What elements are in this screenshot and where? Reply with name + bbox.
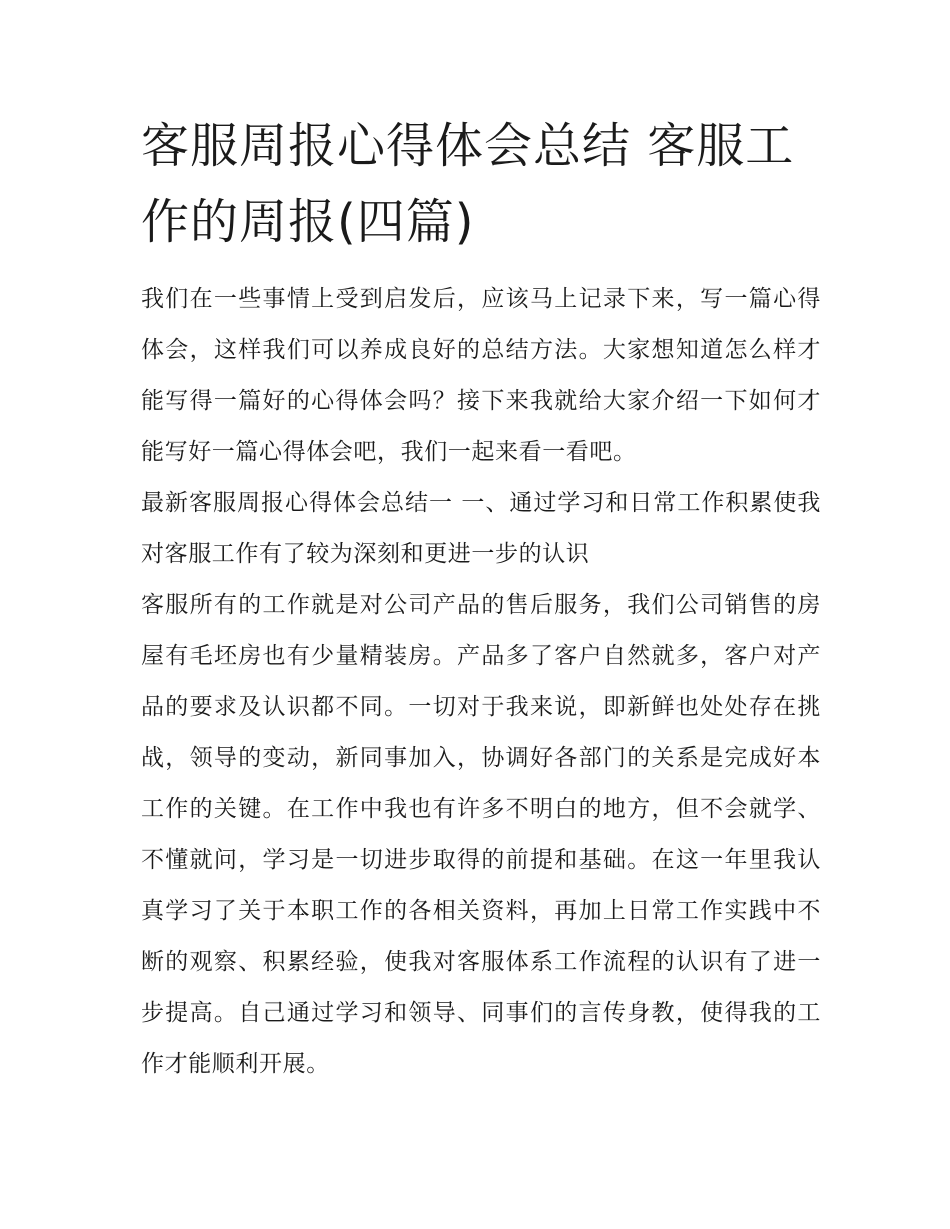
- document-title: 客服周报心得体会总结 客服工作的周报(四篇): [141, 118, 795, 250]
- intro-paragraph: 我们在一些事情上受到启发后，应该马上记录下来，写一篇心得体会，这样我们可以养成良好的总结方法。大家想知道怎么样才能写得一篇好的心得体会吗？接下来我就给大家介绍一下如何才能写好一篇心得体会吧，我们一起来看一看吧。: [141, 286, 821, 465]
- document-body: [141, 108, 821, 1090]
- body-paragraph: 客服所有的工作就是对公司产品的售后服务，我们公司销售的房屋有毛坯房也有少量精装房。产品多了客户自然就多，客户对产品的要求及认识都不同。一切对于我来说，即新鲜也处处存在挑战，领导的变动，新同事加入，协调好各部门的关系是完成好本工作的关键。在工作中我也有许多不明白的地方，但不会就学、不懂就问，学习是一切进步取得的前提和基础。在这一年里我认真学习了关于本职工作的各相关资料，再加上日常工作实践中不断的观察、积累经验，使我对客服体系工作流程的认识有了进一步提高。自己通过学习和领导、同事们的言传身教，使得我的工作才能顺利开展。: [141, 592, 821, 1077]
- section-heading-paragraph: 最新客服周报心得体会总结一 一、通过学习和日常工作积累使我对客服工作有了较为深刻和更进一步的认识: [141, 490, 821, 567]
